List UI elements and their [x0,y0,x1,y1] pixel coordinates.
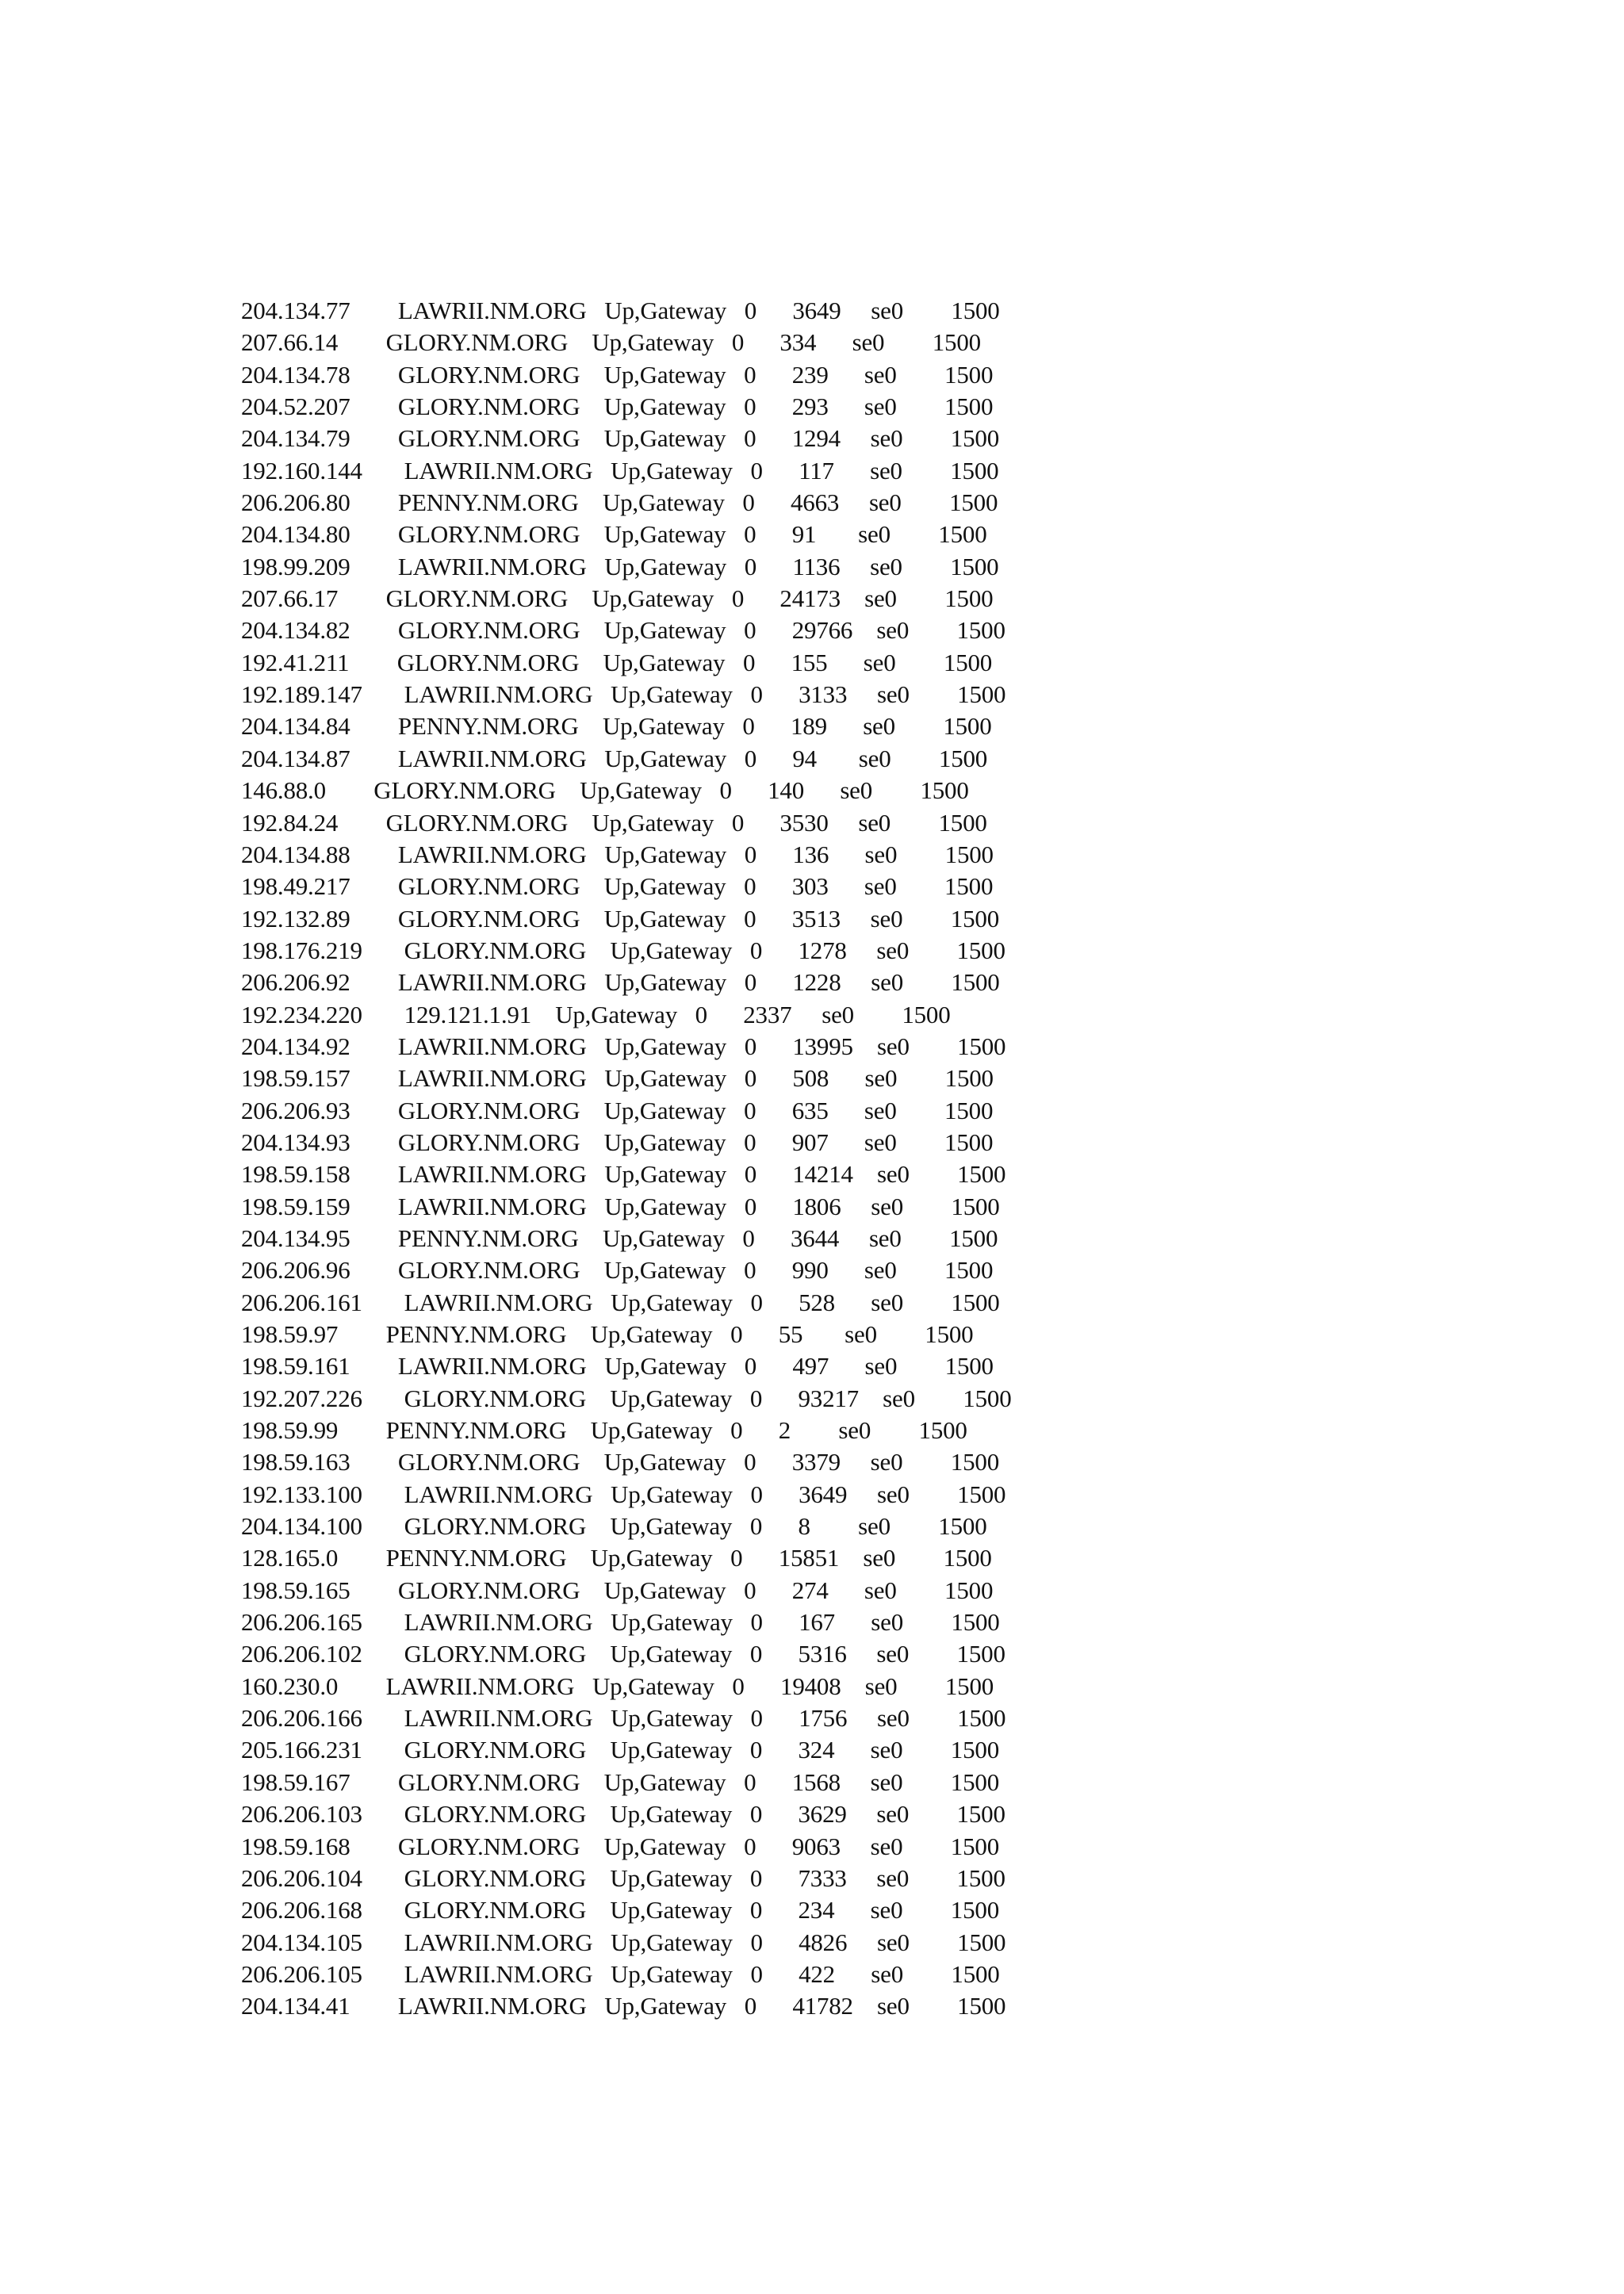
routing-table [241,295,1431,2055]
table-row: 204.134.100 GLORY.NM.ORG Up,Gateway 0 8 se0 1500 [241,1512,987,1541]
table-row: 192.41.211 GLORY.NM.ORG Up,Gateway 0 155 se0 1500 [241,648,993,676]
table-row: 192.84.24 GLORY.NM.ORG Up,Gateway 0 3530 se0 1500 [241,808,987,837]
table-row: 204.134.77 LAWRII.NM.ORG Up,Gateway 0 3649 se0 1500 [241,297,1000,324]
table-row: 206.206.103 GLORY.NM.ORG Up,Gateway 0 3629 se0 1500 [241,1800,1005,1829]
table-row: 198.59.163 GLORY.NM.ORG Up,Gateway 0 3379 se0 1500 [241,1448,999,1476]
table-row: 204.134.84 PENNY.NM.ORG Up,Gateway 0 189 se0 1500 [241,712,992,741]
table-row: 204.134.95 PENNY.NM.ORG Up,Gateway 0 3644 se0 1500 [241,1224,998,1252]
table-row: 192.133.100 LAWRII.NM.ORG Up,Gateway 0 3649 se0 1500 [241,1480,1006,1508]
table-row: 198.59.158 LAWRII.NM.ORG Up,Gateway 0 14214 se0 1500 [241,1160,1006,1189]
table-row: 192.160.144 LAWRII.NM.ORG Up,Gateway 0 117 se0 1500 [241,456,999,484]
table-row: 205.166.231 GLORY.NM.ORG Up,Gateway 0 324 se0 1500 [241,1736,999,1764]
table-row: 207.66.17 GLORY.NM.ORG Up,Gateway 0 24173 se0 1500 [241,584,994,613]
table-row: 204.134.82 GLORY.NM.ORG Up,Gateway 0 29766 se0 1500 [241,616,1005,645]
table-row: 192.189.147 LAWRII.NM.ORG Up,Gateway 0 3133 se0 1500 [241,680,1006,709]
table-row: 198.59.165 GLORY.NM.ORG Up,Gateway 0 274 se0 1500 [241,1576,994,1604]
table-row: 204.134.88 LAWRII.NM.ORG Up,Gateway 0 136 se0 1500 [241,840,994,868]
table-row: 204.134.92 LAWRII.NM.ORG Up,Gateway 0 13995 se0 1500 [241,1032,1006,1060]
table-row: 204.134.78 GLORY.NM.ORG Up,Gateway 0 239 se0 1500 [241,360,994,389]
table-row: 198.59.161 LAWRII.NM.ORG Up,Gateway 0 497 se0 1500 [241,1352,994,1381]
table-row: 206.206.96 GLORY.NM.ORG Up,Gateway 0 990 se0 1500 [241,1256,994,1285]
table-row: 206.206.102 GLORY.NM.ORG Up,Gateway 0 5316 se0 1500 [241,1640,1005,1668]
table-row: 206.206.104 GLORY.NM.ORG Up,Gateway 0 7333 se0 1500 [241,1863,1005,1892]
table-row: 206.206.165 LAWRII.NM.ORG Up,Gateway 0 167 se0 1500 [241,1608,1000,1637]
table-row: 206.206.93 GLORY.NM.ORG Up,Gateway 0 635 se0 1500 [241,1096,994,1124]
table-row: 204.134.79 GLORY.NM.ORG Up,Gateway 0 1294 se0 1500 [241,424,999,453]
table-row: 128.165.0 PENNY.NM.ORG Up,Gateway 0 15851 se0 1500 [241,1544,992,1572]
table-row: 198.59.167 GLORY.NM.ORG Up,Gateway 0 1568 se0 1500 [241,1767,999,1796]
table-row: 192.234.220 129.121.1.91 Up,Gateway 0 2337 se0 1500 [241,1000,951,1028]
table-row: 192.207.226 GLORY.NM.ORG Up,Gateway 0 93217 se0 1500 [241,1384,1012,1412]
table-row: 206.206.80 PENNY.NM.ORG Up,Gateway 0 4663 se0 1500 [241,488,998,517]
table-row: 204.134.105 LAWRII.NM.ORG Up,Gateway 0 4826 se0 1500 [241,1928,1006,1956]
table-row: 198.99.209 LAWRII.NM.ORG Up,Gateway 0 1136 se0 1500 [241,552,999,580]
table-row: 206.206.92 LAWRII.NM.ORG Up,Gateway 0 1228 se0 1500 [241,968,1000,997]
table-row: 198.49.217 GLORY.NM.ORG Up,Gateway 0 303 se0 1500 [241,872,994,901]
table-row: 204.134.93 GLORY.NM.ORG Up,Gateway 0 907 se0 1500 [241,1128,994,1156]
table-row: 204.134.80 GLORY.NM.ORG Up,Gateway 0 91 se0 1500 [241,520,987,549]
table-row: 192.132.89 GLORY.NM.ORG Up,Gateway 0 3513 se0 1500 [241,904,999,933]
table-row: 198.59.168 GLORY.NM.ORG Up,Gateway 0 9063 se0 1500 [241,1832,999,1860]
table-row: 198.59.99 PENNY.NM.ORG Up,Gateway 0 2 se0 1500 [241,1416,967,1445]
table-row: 207.66.14 GLORY.NM.ORG Up,Gateway 0 334 se0 1500 [241,328,981,357]
table-row: 198.176.219 GLORY.NM.ORG Up,Gateway 0 1278 se0 1500 [241,936,1005,964]
table-row: 206.206.168 GLORY.NM.ORG Up,Gateway 0 234 se0 1500 [241,1896,999,1924]
table-row: 206.206.166 LAWRII.NM.ORG Up,Gateway 0 1756 se0 1500 [241,1704,1006,1733]
table-row [241,2023,1431,2055]
table-row: 204.134.87 LAWRII.NM.ORG Up,Gateway 0 94 se0 1500 [241,744,988,772]
table-row: 146.88.0 GLORY.NM.ORG Up,Gateway 0 140 se0 1500 [241,776,969,805]
table-row: 198.59.97 PENNY.NM.ORG Up,Gateway 0 55 se0 1500 [241,1320,974,1348]
table-row: 206.206.105 LAWRII.NM.ORG Up,Gateway 0 422 se0 1500 [241,1959,1000,1988]
table-row: 204.134.41 LAWRII.NM.ORG Up,Gateway 0 41782 se0 1500 [241,1992,1006,2020]
table-row: 160.230.0 LAWRII.NM.ORG Up,Gateway 0 19408 se0 1500 [241,1672,994,1700]
table-row: 206.206.161 LAWRII.NM.ORG Up,Gateway 0 528 se0 1500 [241,1288,1000,1316]
table-row: 198.59.157 LAWRII.NM.ORG Up,Gateway 0 508 se0 1500 [241,1064,994,1093]
table-row: 204.52.207 GLORY.NM.ORG Up,Gateway 0 293 se0 1500 [241,393,994,421]
table-row: 198.59.159 LAWRII.NM.ORG Up,Gateway 0 1806 se0 1500 [241,1192,1000,1220]
